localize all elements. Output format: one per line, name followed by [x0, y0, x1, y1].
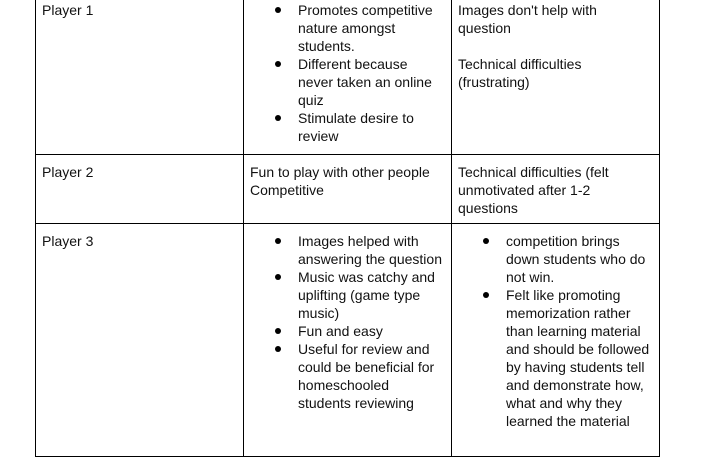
bullet-icon [275, 61, 281, 67]
player-name: Player 1 [42, 2, 94, 18]
cell-text-line: Images don't help with question [458, 2, 601, 36]
player-name: Player 3 [42, 233, 94, 249]
feedback-table [35, 0, 660, 457]
list-item: Felt like promoting memorization rather than learning material and should be followed by having students tell and demonstrate how, what and why they learned the material [506, 286, 653, 430]
negatives-cell [452, 224, 660, 457]
list-item: Music was catchy and uplifting (game type music) [298, 268, 445, 322]
list-item: Useful for review and could be beneficial for homeschooled students reviewing [298, 340, 445, 412]
negatives-cell [452, 0, 660, 155]
bullet-icon [275, 346, 281, 352]
negatives-cell [452, 155, 660, 224]
cell-text-line: Competitive [250, 182, 324, 198]
bullet-list [250, 1, 445, 145]
list-item: Fun and easy [298, 322, 445, 340]
cell-text-line: Fun to play with other people [250, 164, 430, 180]
positives-cell [244, 155, 452, 224]
table-row [36, 224, 660, 457]
bullet-icon [483, 292, 489, 298]
list-item: Images helped with answering the question [298, 232, 445, 268]
list-item: Promotes competitive nature amongst students. [298, 1, 445, 55]
bullet-list [250, 232, 445, 412]
bullet-list [458, 232, 653, 430]
bullet-icon [275, 238, 281, 244]
cell-text-line: Technical difficulties (frustrating) [458, 56, 586, 90]
positives-cell [244, 224, 452, 457]
bullet-icon [275, 328, 281, 334]
cell-text-line: Technical difficulties (felt unmotivated after 1-2 questions [458, 164, 613, 216]
player-cell [36, 155, 244, 224]
list-item: competition brings down students who do not win. [506, 232, 653, 286]
player-name: Player 2 [42, 164, 94, 180]
bullet-icon [275, 7, 281, 13]
bullet-icon [275, 115, 281, 121]
player-cell [36, 0, 244, 155]
player-cell [36, 224, 244, 457]
list-item: Different because never taken an online quiz [298, 55, 445, 109]
blank-line [458, 37, 653, 55]
positives-cell [244, 0, 452, 155]
bullet-icon [275, 274, 281, 280]
list-item: Stimulate desire to review [298, 109, 445, 145]
bullet-icon [483, 238, 489, 244]
table-row [36, 155, 660, 224]
table-row [36, 0, 660, 155]
